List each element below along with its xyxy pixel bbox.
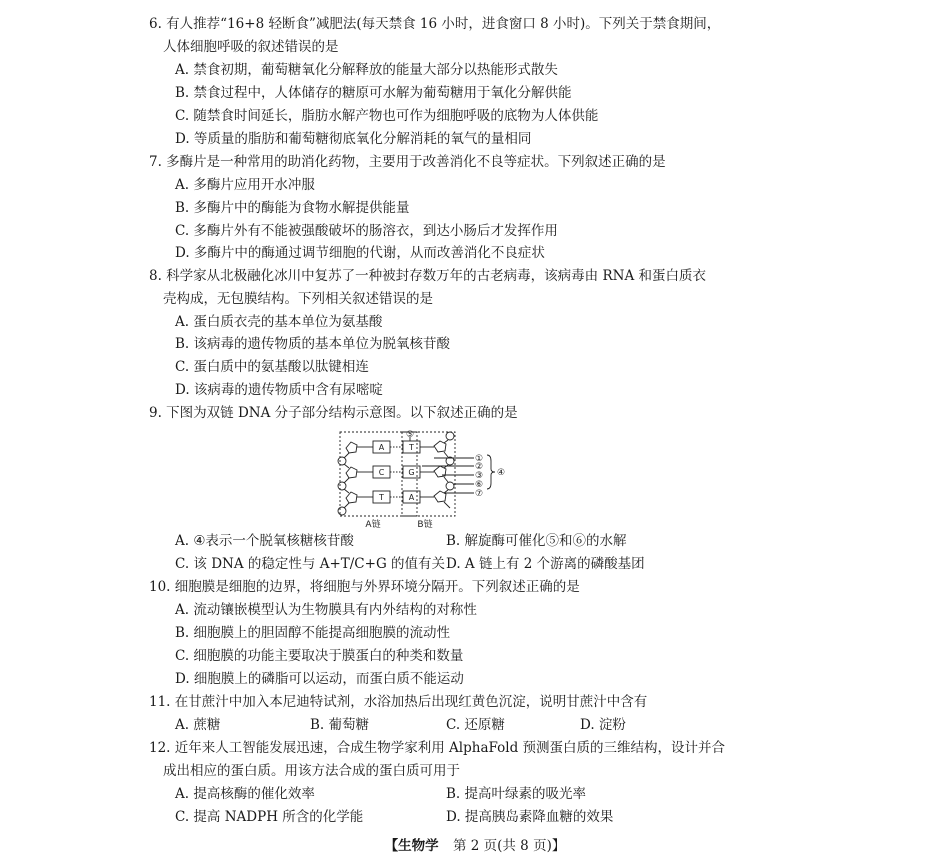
q12-option-b: B. 提高叶绿素的吸光率 bbox=[446, 786, 587, 802]
q6-stem-line1: 6. 有人推荐“16+8 轻断食”减肥法(每天禁食 16 小时，进食窗口 8 小时)。下列关于禁食期间， bbox=[149, 16, 721, 32]
q8-option-d: D. 该病毒的遗传物质中含有尿嘧啶 bbox=[175, 382, 383, 398]
q10-option-b: B. 细胞膜上的胆固醇不能提高细胞膜的流动性 bbox=[175, 625, 451, 641]
chain-b-label: B链 bbox=[417, 520, 433, 530]
base-left-1: A bbox=[378, 443, 385, 452]
q9-option-b: B. 解旋酶可催化⑤和⑥的水解 bbox=[446, 533, 627, 549]
q12-option-a: A. 提高核酶的催化效率 bbox=[175, 786, 315, 802]
q8-option-b: B. 该病毒的遗传物质的基本单位为脱氧核苷酸 bbox=[175, 336, 451, 352]
base-left-3: T bbox=[379, 493, 384, 502]
q9-option-d: D. A 链上有 2 个游离的磷酸基团 bbox=[446, 556, 645, 572]
base-right-2: G bbox=[408, 468, 415, 477]
q6-option-a: A. 禁食初期，葡萄糖氧化分解释放的能量大部分以热能形式散失 bbox=[175, 62, 558, 78]
q11-option-c: C. 还原糖 bbox=[446, 717, 505, 733]
q11-option-d: D. 淀粉 bbox=[580, 717, 626, 733]
q7-option-b: B. 多酶片中的酶能为食物水解提供能量 bbox=[175, 200, 410, 216]
q10-option-d: D. 细胞膜上的磷脂可以运动，而蛋白质不能运动 bbox=[175, 671, 464, 687]
pentose-sugar-icon bbox=[346, 467, 357, 478]
q12-stem-line1: 12. 近年来人工智能发展迅速，合成生物学家利用 AlphaFold 预测蛋白质的三维结构，设计并合 bbox=[149, 740, 726, 756]
q6-option-d: D. 等质量的脂肪和葡萄糖彻底氧化分解消耗的氧气的量相同 bbox=[175, 131, 532, 147]
q12-stem-line2: 成出相应的蛋白质。用该方法合成的蛋白质可用于 bbox=[163, 763, 460, 779]
q7-option-c: C. 多酶片外有不能被强酸破坏的肠溶衣，到达小肠后才发挥作用 bbox=[175, 223, 558, 239]
q8-stem-line1: 8. 科学家从北极融化冰川中复苏了一种被封存数万年的古老病毒，该病毒由 RNA 和蛋白质衣 bbox=[149, 268, 706, 284]
q9-stem-line1: 9. 下图为双链 DNA 分子部分结构示意图。以下叙述正确的是 bbox=[149, 405, 518, 421]
base-left-2: C bbox=[378, 468, 385, 477]
q9-option-a: A. ④表示一个脱氧核糖核苷酸 bbox=[175, 533, 354, 549]
q6-option-c: C. 随禁食时间延长，脂肪水解产物也可作为细胞呼吸的底物为人体供能 bbox=[175, 108, 599, 124]
q12-option-c: C. 提高 NADPH 所含的化学能 bbox=[175, 809, 364, 825]
phosphate-icon bbox=[338, 507, 346, 515]
q8-option-a: A. 蛋白质衣壳的基本单位为氨基酸 bbox=[175, 314, 383, 330]
callout-3: ③ bbox=[475, 471, 484, 481]
q11-option-b: B. 葡萄糖 bbox=[310, 717, 370, 733]
q11-stem-line1: 11. 在甘蔗汁中加入本尼迪特试剂，水浴加热后出现红黄色沉淀，说明甘蔗汁中含有 bbox=[149, 694, 648, 710]
base-right-3: A bbox=[408, 493, 415, 502]
q6-option-b: B. 禁食过程中，人体储存的糖原可水解为葡萄糖用于氧化分解供能 bbox=[175, 85, 572, 101]
phosphate-icon bbox=[338, 482, 346, 490]
dna-structure-diagram bbox=[330, 428, 530, 532]
q9-option-c: C. 该 DNA 的稳定性与 A+T/C+G 的值有关 bbox=[175, 556, 446, 572]
phosphate-icon bbox=[446, 482, 454, 490]
footer-subject: 【生物学 bbox=[384, 838, 439, 854]
callout-7: ⑦ bbox=[475, 489, 484, 499]
q7-stem-line1: 7. 多酶片是一种常用的助消化药物，主要用于改善消化不良等症状。下列叙述正确的是 bbox=[149, 154, 666, 170]
pentose-sugar-icon bbox=[346, 442, 357, 453]
phosphate-icon bbox=[338, 457, 346, 465]
phosphate-icon bbox=[446, 432, 454, 440]
q12-option-d: D. 提高胰岛素降血糖的效果 bbox=[446, 809, 614, 825]
callout-6: ⑥ bbox=[475, 480, 484, 490]
footer-page-number: 第 2 页(共 8 页)】 bbox=[452, 838, 566, 854]
callout-5: ⑤ bbox=[406, 430, 415, 440]
callout-1: ① bbox=[475, 454, 484, 464]
q10-option-a: A. 流动镶嵌模型认为生物膜具有内外结构的对称性 bbox=[175, 602, 477, 618]
q10-option-c: C. 细胞膜的功能主要取决于膜蛋白的种类和数量 bbox=[175, 648, 464, 664]
page-footer bbox=[0, 834, 950, 854]
callout-4: ④ bbox=[497, 468, 506, 478]
q7-option-a: A. 多酶片应用开水冲服 bbox=[175, 177, 315, 193]
q8-option-c: C. 蛋白质中的氨基酸以肽键相连 bbox=[175, 359, 369, 375]
q6-stem-line2: 人体细胞呼吸的叙述错误的是 bbox=[163, 39, 339, 55]
q8-stem-line2: 壳构成，无包膜结构。下列相关叙述错误的是 bbox=[163, 291, 433, 307]
callout-2: ② bbox=[475, 462, 484, 472]
q11-option-a: A. 蔗糖 bbox=[175, 717, 221, 733]
q10-stem-line1: 10. 细胞膜是细胞的边界，将细胞与外界环境分隔开。下列叙述正确的是 bbox=[149, 579, 580, 595]
pentose-sugar-icon bbox=[346, 492, 357, 503]
q7-option-d: D. 多酶片中的酶通过调节细胞的代谢，从而改善消化不良症状 bbox=[175, 245, 545, 261]
chain-a-label: A链 bbox=[365, 520, 381, 530]
base-right-1: T bbox=[409, 443, 414, 452]
